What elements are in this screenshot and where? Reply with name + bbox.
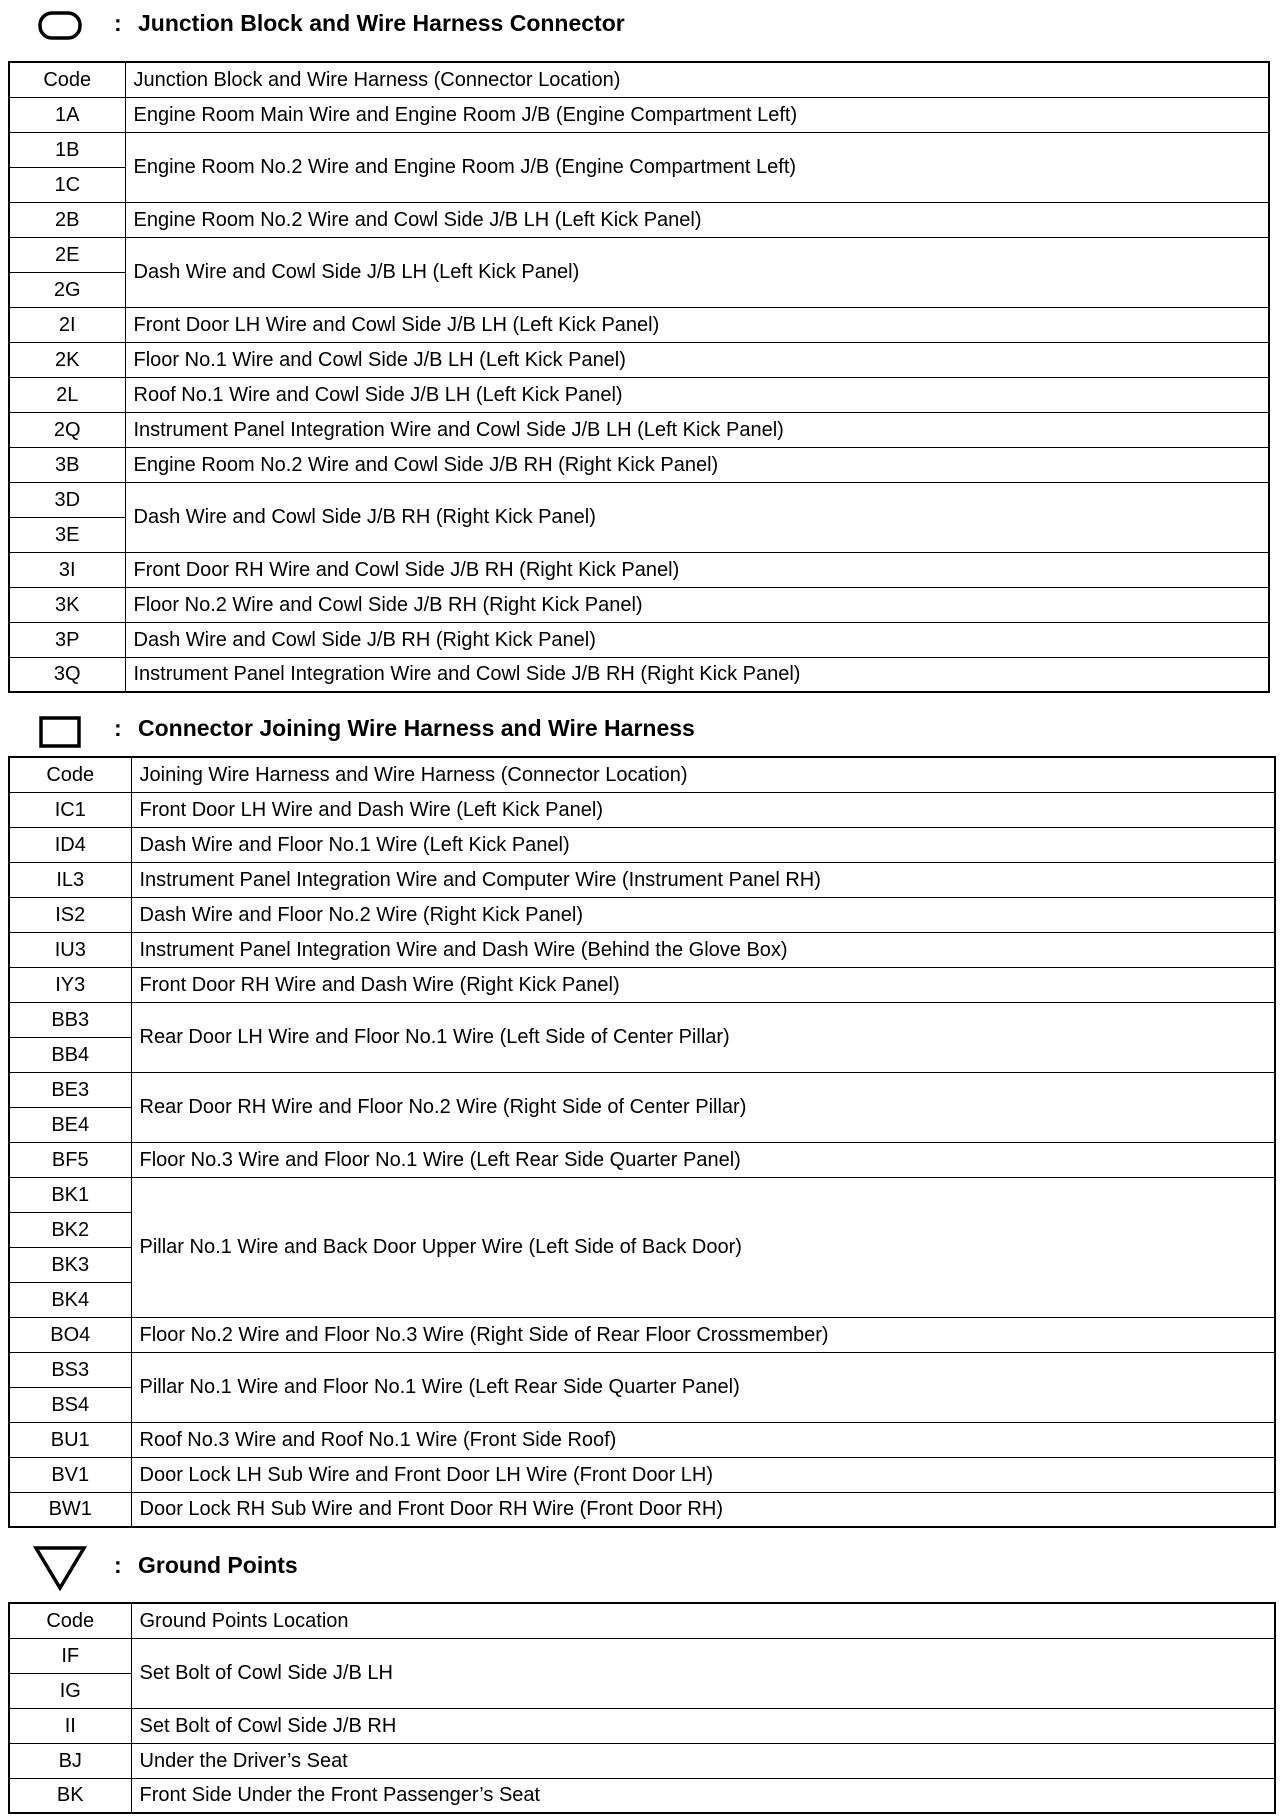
connector-code: 1B xyxy=(9,132,125,167)
connector-location: Rear Door LH Wire and Floor No.1 Wire (Left Side of Center Pillar) xyxy=(131,1002,1275,1072)
connector-code: 2E xyxy=(9,237,125,272)
connector-code: 2L xyxy=(9,377,125,412)
connector-location: Dash Wire and Cowl Side J/B RH (Right Kick Panel) xyxy=(125,482,1269,552)
connector-code: BE4 xyxy=(9,1107,131,1142)
connector-location: Floor No.2 Wire and Floor No.3 Wire (Right Side of Rear Floor Crossmember) xyxy=(131,1317,1275,1352)
table-row xyxy=(9,342,1269,377)
connector-code: BS3 xyxy=(9,1352,131,1387)
table-row xyxy=(9,1457,1275,1492)
connector-code: BK4 xyxy=(9,1282,131,1317)
connector-location: Engine Room No.2 Wire and Cowl Side J/B RH (Right Kick Panel) xyxy=(125,447,1269,482)
connector-code: BK3 xyxy=(9,1247,131,1282)
connector-location: Set Bolt of Cowl Side J/B LH xyxy=(131,1638,1275,1708)
header-code: Code xyxy=(9,757,131,792)
connector-location: Engine Room No.2 Wire and Engine Room J/B (Engine Compartment Left) xyxy=(125,132,1269,202)
connector-code: ID4 xyxy=(9,827,131,862)
connector-location: Front Door LH Wire and Dash Wire (Left Kick Panel) xyxy=(131,792,1275,827)
connector-code: 1C xyxy=(9,167,125,202)
connector-code: 3B xyxy=(9,447,125,482)
connector-location: Instrument Panel Integration Wire and Cowl Side J/B RH (Right Kick Panel) xyxy=(125,657,1269,692)
connector-code: IS2 xyxy=(9,897,131,932)
table-row xyxy=(9,1177,1275,1212)
table-row xyxy=(9,132,1269,167)
table-row xyxy=(9,97,1269,132)
connector-code: BW1 xyxy=(9,1492,131,1527)
table-row xyxy=(9,482,1269,517)
connector-code: 2G xyxy=(9,272,125,307)
table-row xyxy=(9,587,1269,622)
connector-code: 3D xyxy=(9,482,125,517)
section-heading xyxy=(8,10,1108,40)
junction-block-table xyxy=(8,61,1270,693)
connector-code: BJ xyxy=(9,1743,131,1778)
connector-code: 1A xyxy=(9,97,125,132)
connector-location: Door Lock LH Sub Wire and Front Door LH Wire (Front Door LH) xyxy=(131,1457,1275,1492)
table-row xyxy=(9,202,1269,237)
connector-code: BU1 xyxy=(9,1422,131,1457)
table-row xyxy=(9,237,1269,272)
table-row xyxy=(9,1708,1275,1743)
connector-location: Dash Wire and Cowl Side J/B RH (Right Kick Panel) xyxy=(125,622,1269,657)
connector-location: Front Door RH Wire and Dash Wire (Right Kick Panel) xyxy=(131,967,1275,1002)
connector-location: Engine Room Main Wire and Engine Room J/B (Engine Compartment Left) xyxy=(125,97,1269,132)
connector-code: II xyxy=(9,1708,131,1743)
table-row xyxy=(9,622,1269,657)
section-heading xyxy=(8,1552,1108,1582)
table-row xyxy=(9,967,1275,1002)
header-code: Code xyxy=(9,1603,131,1638)
connector-code: 2K xyxy=(9,342,125,377)
connector-code: IF xyxy=(9,1638,131,1673)
table-header-row xyxy=(9,757,1275,792)
connector-code: 2B xyxy=(9,202,125,237)
heading-colon: : xyxy=(114,715,122,741)
connector-location: Instrument Panel Integration Wire and Computer Wire (Instrument Panel RH) xyxy=(131,862,1275,897)
connector-location: Roof No.3 Wire and Roof No.1 Wire (Front Side Roof) xyxy=(131,1422,1275,1457)
connector-code: 3Q xyxy=(9,657,125,692)
connector-code: 2I xyxy=(9,307,125,342)
table-row xyxy=(9,1352,1275,1387)
connector-location: Floor No.2 Wire and Cowl Side J/B RH (Right Kick Panel) xyxy=(125,587,1269,622)
connector-code: BO4 xyxy=(9,1317,131,1352)
heading-colon: : xyxy=(114,1552,122,1578)
table-row xyxy=(9,827,1275,862)
table-row xyxy=(9,1492,1275,1527)
connector-location: Set Bolt of Cowl Side J/B RH xyxy=(131,1708,1275,1743)
table-row xyxy=(9,1072,1275,1107)
header-code: Code xyxy=(9,62,125,97)
connector-code: 2Q xyxy=(9,412,125,447)
connector-code: BB4 xyxy=(9,1037,131,1072)
connector-location: Under the Driver’s Seat xyxy=(131,1743,1275,1778)
table-row xyxy=(9,1743,1275,1778)
connector-joining-table xyxy=(8,756,1276,1528)
connector-code: 3P xyxy=(9,622,125,657)
connector-code: IY3 xyxy=(9,967,131,1002)
connector-code: 3E xyxy=(9,517,125,552)
table-row xyxy=(9,1638,1275,1673)
connector-code: IC1 xyxy=(9,792,131,827)
connector-code: BS4 xyxy=(9,1387,131,1422)
connector-location: Dash Wire and Floor No.2 Wire (Right Kick Panel) xyxy=(131,897,1275,932)
section-heading xyxy=(8,715,1108,745)
table-row xyxy=(9,792,1275,827)
table-header-row xyxy=(9,1603,1275,1638)
connector-code: IL3 xyxy=(9,862,131,897)
connector-code: IG xyxy=(9,1673,131,1708)
table-row xyxy=(9,1422,1275,1457)
heading-colon: : xyxy=(114,10,122,36)
connector-code: 3K xyxy=(9,587,125,622)
table-row xyxy=(9,377,1269,412)
table-header-row xyxy=(9,62,1269,97)
connector-location: Roof No.1 Wire and Cowl Side J/B LH (Left Kick Panel) xyxy=(125,377,1269,412)
connector-code: BE3 xyxy=(9,1072,131,1107)
connector-code: IU3 xyxy=(9,932,131,967)
header-description: Ground Points Location xyxy=(131,1603,1275,1638)
connector-code: BB3 xyxy=(9,1002,131,1037)
connector-location: Rear Door RH Wire and Floor No.2 Wire (Right Side of Center Pillar) xyxy=(131,1072,1275,1142)
connector-code: BK2 xyxy=(9,1212,131,1247)
table-row xyxy=(9,307,1269,342)
connector-location: Door Lock RH Sub Wire and Front Door RH Wire (Front Door RH) xyxy=(131,1492,1275,1527)
ground-points-table xyxy=(8,1602,1276,1814)
table-row xyxy=(9,1317,1275,1352)
table-row xyxy=(9,657,1269,692)
connector-location: Dash Wire and Cowl Side J/B LH (Left Kick Panel) xyxy=(125,237,1269,307)
connector-location: Instrument Panel Integration Wire and Dash Wire (Behind the Glove Box) xyxy=(131,932,1275,967)
connector-code: BK1 xyxy=(9,1177,131,1212)
heading-title: Connector Joining Wire Harness and Wire Harness xyxy=(138,715,695,741)
connector-location: Pillar No.1 Wire and Back Door Upper Wire (Left Side of Back Door) xyxy=(131,1177,1275,1317)
connector-location: Floor No.3 Wire and Floor No.1 Wire (Left Rear Side Quarter Panel) xyxy=(131,1142,1275,1177)
square-icon xyxy=(38,715,82,749)
connector-code: 3I xyxy=(9,552,125,587)
connector-location: Front Door RH Wire and Cowl Side J/B RH (Right Kick Panel) xyxy=(125,552,1269,587)
connector-location: Instrument Panel Integration Wire and Cowl Side J/B LH (Left Kick Panel) xyxy=(125,412,1269,447)
table-row xyxy=(9,897,1275,932)
heading-title: Junction Block and Wire Harness Connector xyxy=(138,10,625,36)
triangle-down-icon xyxy=(32,1544,88,1592)
connector-location: Dash Wire and Floor No.1 Wire (Left Kick Panel) xyxy=(131,827,1275,862)
connector-location: Pillar No.1 Wire and Floor No.1 Wire (Left Rear Side Quarter Panel) xyxy=(131,1352,1275,1422)
connector-code: BK xyxy=(9,1778,131,1813)
table-row xyxy=(9,932,1275,967)
connector-code: BV1 xyxy=(9,1457,131,1492)
heading-title: Ground Points xyxy=(138,1552,298,1578)
connector-location: Front Door LH Wire and Cowl Side J/B LH (Left Kick Panel) xyxy=(125,307,1269,342)
connector-location: Engine Room No.2 Wire and Cowl Side J/B LH (Left Kick Panel) xyxy=(125,202,1269,237)
connector-location: Floor No.1 Wire and Cowl Side J/B LH (Left Kick Panel) xyxy=(125,342,1269,377)
table-row xyxy=(9,1778,1275,1813)
header-description: Junction Block and Wire Harness (Connector Location) xyxy=(125,62,1269,97)
connector-location: Front Side Under the Front Passenger’s Seat xyxy=(131,1778,1275,1813)
table-row xyxy=(9,412,1269,447)
connector-code: BF5 xyxy=(9,1142,131,1177)
header-description: Joining Wire Harness and Wire Harness (Connector Location) xyxy=(131,757,1275,792)
table-row xyxy=(9,862,1275,897)
table-row xyxy=(9,1002,1275,1037)
table-row xyxy=(9,1142,1275,1177)
rounded-rectangle-icon xyxy=(38,10,82,40)
table-row xyxy=(9,552,1269,587)
table-row xyxy=(9,447,1269,482)
